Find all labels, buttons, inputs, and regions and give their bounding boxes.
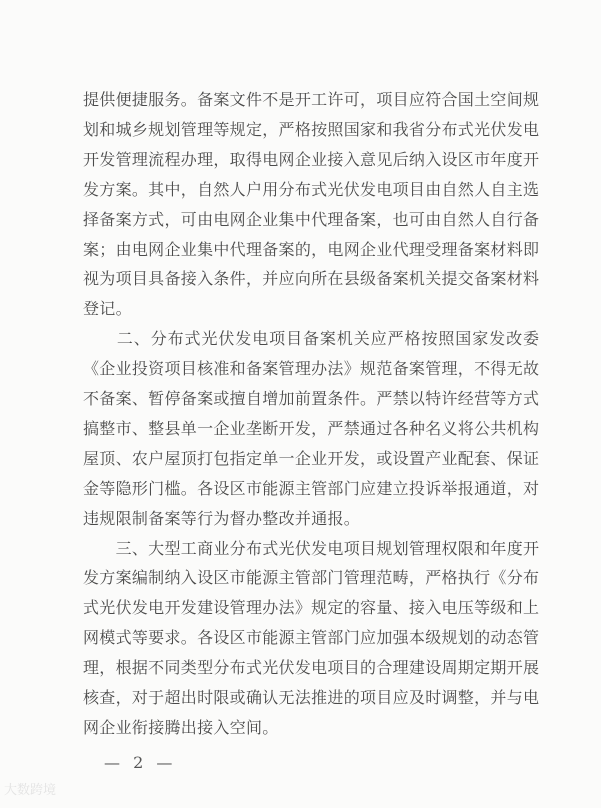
text-line: 理，根据不同类型分布式光伏发电项目的合理建设周期定期开展 (83, 658, 539, 678)
text-line: 金等隐形门槛。各设区市能源主管部门应建立投诉举报通道，对 (83, 478, 539, 498)
page-number: — 2 — (104, 753, 177, 772)
text-line: 案；由电网企业集中代理备案的，电网企业代理受理备案材料即 (83, 239, 539, 259)
text-line: 登记。 (83, 299, 132, 319)
text-line: 网模式等要求。各设区市能源主管部门应加强本级规划的动态管 (83, 628, 539, 648)
text-line: 发方案编制纳入设区市能源主管部门管理范畴，严格执行《分布 (83, 568, 539, 588)
text-line: 搞整市、整县单一企业垄断开发，严禁通过各种名义将公共机构 (83, 418, 539, 438)
text-line: 式光伏发电开发建设管理办法》规定的容量、接入电压等级和上 (83, 598, 539, 618)
text-line: 开发管理流程办理，取得电网企业接入意见后纳入设区市年度开 (83, 149, 539, 169)
watermark: 大数跨境 (4, 783, 57, 798)
text-line: 发方案。其中，自然人户用分布式光伏发电项目由自然人自主选 (83, 179, 539, 199)
text-line: 违规限制备案等行为督办整改并通报。 (83, 508, 361, 528)
text-line: 二、分布式光伏发电项目备案机关应严格按照国家发改委 (83, 329, 539, 349)
text-line: 网企业衔接腾出接入空间。 (83, 717, 279, 737)
text-line: 三、大型工商业分布式光伏发电项目规划管理权限和年度开 (83, 538, 539, 558)
text-line: 《企业投资项目核准和备案管理办法》规范备案管理，不得无故 (83, 359, 539, 379)
text-line: 不备案、暂停备案或擅自增加前置条件。严禁以特许经营等方式 (83, 389, 539, 408)
text-line: 提供便捷服务。备案文件不是开工许可，项目应符合国土空间规 (83, 90, 539, 109)
text-line: 屋顶、农户屋顶打包指定单一企业开发，或设置产业配套、保证 (83, 448, 539, 468)
text-line: 择备案方式，可由电网企业集中代理备案，也可由自然人自行备 (83, 209, 539, 229)
text-line: 视为项目具备接入条件，并应向所在县级备案机关提交备案材料 (83, 269, 539, 289)
text-line: 核查，对于超出时限或确认无法推进的项目应及时调整，并与电 (83, 688, 539, 707)
text-line: 划和城乡规划管理等规定，严格按照国家和我省分布式光伏发电 (83, 119, 539, 139)
